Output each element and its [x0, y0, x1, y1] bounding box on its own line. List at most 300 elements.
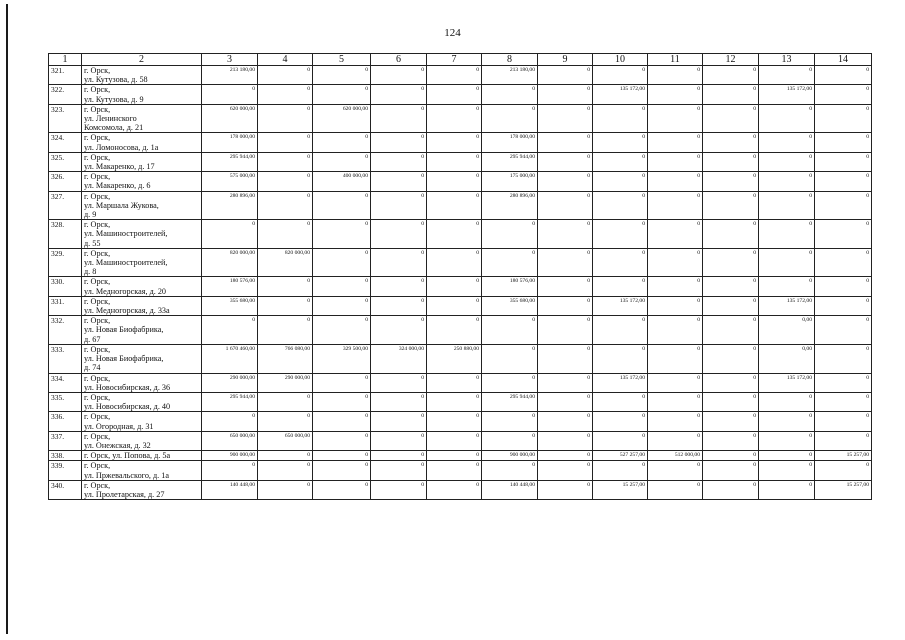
value-cell-col-8: 180 576,00 [482, 277, 538, 296]
table-row [49, 191, 872, 220]
row-number: 328. [49, 220, 82, 249]
value-cell-col-8: 175 000,00 [482, 172, 538, 191]
value-cell-col-4: 650 000,00 [258, 431, 313, 450]
value-cell-col-10: 0 [593, 248, 648, 277]
address-line: г. Орск, [84, 66, 111, 75]
value-cell-col-8: 0 [482, 373, 538, 392]
value-cell-col-13: 0 [759, 461, 815, 480]
column-header-4: 4 [258, 54, 313, 66]
address-line: ул. Медногорская, д. 20 [84, 286, 167, 296]
value-cell-col-4: 0 [258, 152, 313, 171]
table-row [49, 480, 872, 499]
address-line: г. Орск, [84, 152, 111, 162]
value-cell-col-6: 0 [371, 296, 427, 315]
value-cell-col-4: 0 [258, 412, 313, 431]
value-cell-col-12: 0 [703, 172, 759, 191]
header-row [49, 54, 872, 66]
address-line: ул. Онежская, д. 32 [84, 440, 151, 450]
value-cell-col-3: 180 576,00 [202, 277, 258, 296]
value-cell-col-8: 900 000,00 [482, 451, 538, 461]
value-cell-col-8: 0 [482, 248, 538, 277]
value-cell-col-13: 0 [759, 133, 815, 152]
value-cell-col-3: 0 [202, 220, 258, 249]
address-line: д. 55 [84, 238, 101, 248]
value-cell-col-13: 0 [759, 412, 815, 431]
data-table [48, 53, 872, 500]
value-cell-col-5: 0 [313, 66, 371, 85]
value-cell-col-12: 0 [703, 316, 759, 345]
value-cell-col-12: 0 [703, 373, 759, 392]
value-cell-col-13: 0 [759, 480, 815, 499]
address-line: г. Орск, [84, 220, 111, 230]
value-cell-col-3: 290 000,00 [202, 373, 258, 392]
value-cell-col-5: 0 [313, 316, 371, 345]
value-cell-col-9: 0 [538, 133, 593, 152]
value-cell-col-14: 0 [815, 431, 872, 450]
value-cell-col-6: 0 [371, 392, 427, 411]
value-cell-col-12: 0 [703, 191, 759, 220]
value-cell-col-3: 178 000,00 [202, 133, 258, 152]
value-cell-col-4: 0 [258, 104, 313, 133]
value-cell-col-10: 0 [593, 316, 648, 345]
value-cell-col-14: 0 [815, 412, 872, 431]
value-cell-col-6: 0 [371, 412, 427, 431]
address-cell [82, 66, 202, 85]
value-cell-col-4: 0 [258, 66, 313, 85]
address-line: г. Орск, [84, 85, 111, 95]
address-cell [82, 451, 202, 461]
value-cell-col-14: 15 257,00 [815, 480, 872, 499]
value-cell-col-8: 0 [482, 316, 538, 345]
row-number: 323. [49, 104, 82, 133]
value-cell-col-9: 0 [538, 480, 593, 499]
value-cell-col-6: 0 [371, 220, 427, 249]
value-cell-col-6: 0 [371, 461, 427, 480]
value-cell-col-4: 0 [258, 191, 313, 220]
value-cell-col-10: 0 [593, 277, 648, 296]
value-cell-col-9: 0 [538, 316, 593, 345]
value-cell-col-7: 0 [427, 152, 482, 171]
row-number: 338. [49, 451, 82, 461]
address-line: г. Орск, [84, 172, 111, 182]
value-cell-col-5: 0 [313, 277, 371, 296]
value-cell-col-3: 900 000,00 [202, 451, 258, 461]
address-line: ул. Машиностроителей, [84, 229, 168, 239]
address-cell [82, 191, 202, 220]
value-cell-col-11: 0 [648, 344, 703, 373]
table-row [49, 220, 872, 249]
table-row [49, 461, 872, 480]
value-cell-col-11: 0 [648, 152, 703, 171]
table-row [49, 296, 872, 315]
value-cell-col-4: 766 080,00 [258, 344, 313, 373]
table-row [49, 248, 872, 277]
address-line: г. Орск, [84, 248, 111, 258]
page-number: 124 [444, 27, 461, 39]
value-cell-col-6: 0 [371, 451, 427, 461]
value-cell-col-4: 0 [258, 316, 313, 345]
column-header-11: 11 [648, 54, 703, 66]
value-cell-col-12: 0 [703, 451, 759, 461]
value-cell-col-6: 0 [371, 172, 427, 191]
column-header-13: 13 [759, 54, 815, 66]
value-cell-col-13: 0 [759, 431, 815, 450]
row-number: 330. [49, 277, 82, 296]
value-cell-col-6: 0 [371, 152, 427, 171]
address-cell [82, 133, 202, 152]
address-cell [82, 277, 202, 296]
value-cell-col-11: 0 [648, 412, 703, 431]
address-line: г. Орск, [84, 104, 111, 114]
value-cell-col-10: 0 [593, 66, 648, 85]
value-cell-col-13: 135 172,00 [759, 85, 815, 104]
value-cell-col-4: 0 [258, 461, 313, 480]
value-cell-col-13: 0,00 [759, 344, 815, 373]
value-cell-col-8: 0 [482, 85, 538, 104]
value-cell-col-10: 135 172,00 [593, 85, 648, 104]
value-cell-col-12: 0 [703, 220, 759, 249]
address-cell [82, 373, 202, 392]
value-cell-col-4: 290 000,00 [258, 373, 313, 392]
value-cell-col-7: 250 880,00 [427, 344, 482, 373]
row-number: 332. [49, 316, 82, 345]
value-cell-col-9: 0 [538, 104, 593, 133]
value-cell-col-11: 0 [648, 66, 703, 85]
value-cell-col-3: 1 670 460,00 [202, 344, 258, 373]
value-cell-col-14: 0 [815, 392, 872, 411]
value-cell-col-5: 0 [313, 480, 371, 499]
table-row [49, 373, 872, 392]
value-cell-col-7: 0 [427, 451, 482, 461]
value-cell-col-10: 15 257,00 [593, 480, 648, 499]
value-cell-col-5: 0 [313, 451, 371, 461]
value-cell-col-12: 0 [703, 133, 759, 152]
value-cell-col-8: 295 944,00 [482, 152, 538, 171]
address-line: ул. Кутузова, д. 58 [84, 75, 148, 85]
value-cell-col-11: 0 [648, 220, 703, 249]
value-cell-col-14: 0 [815, 133, 872, 152]
value-cell-col-5: 0 [313, 392, 371, 411]
column-header-8: 8 [482, 54, 538, 66]
value-cell-col-12: 0 [703, 104, 759, 133]
value-cell-col-5: 0 [313, 85, 371, 104]
value-cell-col-11: 0 [648, 172, 703, 191]
column-header-7: 7 [427, 54, 482, 66]
address-line: ул. Новосибирская, д. 40 [84, 402, 171, 412]
address-line: ул. Макаренко, д. 6 [84, 181, 151, 191]
value-cell-col-9: 0 [538, 461, 593, 480]
value-cell-col-11: 0 [648, 85, 703, 104]
value-cell-col-4: 820 000,00 [258, 248, 313, 277]
value-cell-col-14: 0 [815, 191, 872, 220]
value-cell-col-8: 0 [482, 431, 538, 450]
address-cell [82, 392, 202, 411]
value-cell-col-8: 0 [482, 104, 538, 133]
table-row [49, 392, 872, 411]
table-row [49, 104, 872, 133]
value-cell-col-12: 0 [703, 277, 759, 296]
value-cell-col-11: 0 [648, 316, 703, 345]
value-cell-col-12: 0 [703, 248, 759, 277]
value-cell-col-13: 0 [759, 172, 815, 191]
value-cell-col-7: 0 [427, 392, 482, 411]
value-cell-col-12: 0 [703, 344, 759, 373]
address-line: г. Орск, ул. Попова, д. 5а [84, 451, 171, 461]
address-line: д. 67 [84, 334, 101, 344]
value-cell-col-7: 0 [427, 191, 482, 220]
value-cell-col-9: 0 [538, 392, 593, 411]
value-cell-col-12: 0 [703, 85, 759, 104]
value-cell-col-6: 0 [371, 191, 427, 220]
value-cell-col-14: 0 [815, 66, 872, 85]
value-cell-col-13: 0 [759, 248, 815, 277]
value-cell-col-9: 0 [538, 66, 593, 85]
value-cell-col-14: 15 257,00 [815, 451, 872, 461]
address-line: д. 9 [84, 210, 97, 220]
address-cell [82, 412, 202, 431]
page-left-edge-line [6, 4, 8, 634]
address-cell [82, 104, 202, 133]
value-cell-col-12: 0 [703, 431, 759, 450]
value-cell-col-8: 0 [482, 344, 538, 373]
value-cell-col-10: 135 172,00 [593, 373, 648, 392]
address-line: д. 8 [84, 267, 97, 277]
row-number: 333. [49, 344, 82, 373]
address-cell [82, 152, 202, 171]
row-number: 334. [49, 373, 82, 392]
address-cell [82, 248, 202, 277]
address-line: ул. Огородная, д. 31 [84, 421, 154, 431]
value-cell-col-9: 0 [538, 220, 593, 249]
value-cell-col-8: 280 896,00 [482, 191, 538, 220]
value-cell-col-10: 0 [593, 431, 648, 450]
table-row [49, 431, 872, 450]
address-line: г. Орск, [84, 133, 111, 143]
address-line: г. Орск, [84, 412, 111, 422]
value-cell-col-9: 0 [538, 373, 593, 392]
value-cell-col-6: 0 [371, 480, 427, 499]
value-cell-col-12: 0 [703, 296, 759, 315]
value-cell-col-7: 0 [427, 220, 482, 249]
value-cell-col-10: 0 [593, 344, 648, 373]
value-cell-col-14: 0 [815, 85, 872, 104]
value-cell-col-6: 324 000,00 [371, 344, 427, 373]
value-cell-col-10: 0 [593, 392, 648, 411]
value-cell-col-12: 0 [703, 480, 759, 499]
value-cell-col-13: 135 172,00 [759, 373, 815, 392]
value-cell-col-12: 0 [703, 461, 759, 480]
value-cell-col-9: 0 [538, 296, 593, 315]
row-number: 331. [49, 296, 82, 315]
row-number: 326. [49, 172, 82, 191]
value-cell-col-8: 355 680,00 [482, 296, 538, 315]
value-cell-col-13: 0 [759, 66, 815, 85]
value-cell-col-5: 0 [313, 412, 371, 431]
value-cell-col-14: 0 [815, 172, 872, 191]
address-line: г. Орск, [84, 373, 111, 383]
value-cell-col-4: 0 [258, 392, 313, 411]
value-cell-col-8: 0 [482, 220, 538, 249]
address-line: ул. Машиностроителей, [84, 258, 168, 268]
address-line: ул. Пролетарская, д. 27 [84, 489, 165, 499]
column-header-5: 5 [313, 54, 371, 66]
value-cell-col-12: 0 [703, 152, 759, 171]
value-cell-col-8: 0 [482, 461, 538, 480]
column-header-10: 10 [593, 54, 648, 66]
value-cell-col-14: 0 [815, 104, 872, 133]
value-cell-col-3: 140 448,00 [202, 480, 258, 499]
value-cell-col-13: 0 [759, 277, 815, 296]
table-row [49, 277, 872, 296]
value-cell-col-9: 0 [538, 412, 593, 431]
value-cell-col-10: 0 [593, 461, 648, 480]
value-cell-col-3: 355 680,00 [202, 296, 258, 315]
value-cell-col-11: 0 [648, 480, 703, 499]
address-line: ул. Пржевальского, д. 1а [84, 470, 170, 480]
value-cell-col-3: 213 180,00 [202, 66, 258, 85]
value-cell-col-6: 0 [371, 104, 427, 133]
address-line: ул. Новая Биофабрика, [84, 354, 164, 364]
value-cell-col-14: 0 [815, 152, 872, 171]
value-cell-col-11: 0 [648, 104, 703, 133]
value-cell-col-11: 0 [648, 277, 703, 296]
row-number: 335. [49, 392, 82, 411]
value-cell-col-3: 650 000,00 [202, 431, 258, 450]
table-row [49, 85, 872, 104]
value-cell-col-7: 0 [427, 172, 482, 191]
address-line: г. Орск, [84, 461, 111, 471]
value-cell-col-7: 0 [427, 480, 482, 499]
value-cell-col-10: 0 [593, 104, 648, 133]
value-cell-col-5: 0 [313, 373, 371, 392]
value-cell-col-12: 0 [703, 392, 759, 411]
address-line: ул. Маршала Жукова, [84, 200, 159, 210]
address-line: ул. Кутузова, д. 9 [84, 94, 144, 104]
column-header-3: 3 [202, 54, 258, 66]
address-line: ул. Медногорская, д. 33а [84, 306, 170, 316]
address-line: ул. Ленинского [84, 114, 137, 124]
value-cell-col-7: 0 [427, 461, 482, 480]
value-cell-col-3: 0 [202, 85, 258, 104]
value-cell-col-13: 0,00 [759, 316, 815, 345]
row-number: 340. [49, 480, 82, 499]
address-line: ул. Новая Биофабрика, [84, 325, 164, 335]
table-row [49, 172, 872, 191]
value-cell-col-5: 0 [313, 191, 371, 220]
value-cell-col-8: 213 180,00 [482, 66, 538, 85]
value-cell-col-11: 0 [648, 461, 703, 480]
value-cell-col-7: 0 [427, 373, 482, 392]
table-row [49, 316, 872, 345]
value-cell-col-3: 280 896,00 [202, 191, 258, 220]
value-cell-col-5: 329 500,00 [313, 344, 371, 373]
value-cell-col-7: 0 [427, 296, 482, 315]
table-row [49, 344, 872, 373]
value-cell-col-7: 0 [427, 85, 482, 104]
column-header-2: 2 [82, 54, 202, 66]
value-cell-col-3: 295 944,00 [202, 392, 258, 411]
address-line: г. Орск, [84, 344, 111, 354]
value-cell-col-8: 140 448,00 [482, 480, 538, 499]
value-cell-col-14: 0 [815, 373, 872, 392]
value-cell-col-6: 0 [371, 277, 427, 296]
value-cell-col-10: 527 257,00 [593, 451, 648, 461]
address-cell [82, 220, 202, 249]
value-cell-col-11: 0 [648, 392, 703, 411]
value-cell-col-3: 620 000,00 [202, 104, 258, 133]
value-cell-col-9: 0 [538, 344, 593, 373]
value-cell-col-9: 0 [538, 85, 593, 104]
value-cell-col-6: 0 [371, 316, 427, 345]
value-cell-col-4: 0 [258, 277, 313, 296]
value-cell-col-6: 0 [371, 85, 427, 104]
value-cell-col-4: 0 [258, 85, 313, 104]
value-cell-col-11: 0 [648, 133, 703, 152]
address-cell [82, 85, 202, 104]
value-cell-col-5: 0 [313, 220, 371, 249]
table-row [49, 66, 872, 85]
column-header-9: 9 [538, 54, 593, 66]
value-cell-col-11: 0 [648, 191, 703, 220]
value-cell-col-11: 0 [648, 248, 703, 277]
column-header-6: 6 [371, 54, 427, 66]
value-cell-col-6: 0 [371, 373, 427, 392]
value-cell-col-14: 0 [815, 461, 872, 480]
value-cell-col-5: 0 [313, 152, 371, 171]
value-cell-col-3: 575 000,00 [202, 172, 258, 191]
value-cell-col-7: 0 [427, 104, 482, 133]
value-cell-col-5: 0 [313, 431, 371, 450]
value-cell-col-13: 0 [759, 191, 815, 220]
value-cell-col-4: 0 [258, 133, 313, 152]
value-cell-col-13: 0 [759, 152, 815, 171]
value-cell-col-12: 0 [703, 412, 759, 431]
address-cell [82, 344, 202, 373]
value-cell-col-3: 0 [202, 461, 258, 480]
value-cell-col-8: 295 944,00 [482, 392, 538, 411]
value-cell-col-6: 0 [371, 248, 427, 277]
value-cell-col-9: 0 [538, 277, 593, 296]
value-cell-col-13: 0 [759, 451, 815, 461]
address-cell [82, 316, 202, 345]
table-row [49, 133, 872, 152]
value-cell-col-14: 0 [815, 248, 872, 277]
address-line: г. Орск, [84, 296, 111, 306]
address-line: г. Орск, [84, 392, 111, 402]
address-line: г. Орск, [84, 316, 111, 326]
value-cell-col-6: 0 [371, 431, 427, 450]
row-number: 327. [49, 191, 82, 220]
value-cell-col-14: 0 [815, 316, 872, 345]
row-number: 329. [49, 248, 82, 277]
address-line: ул. Ломоносова, д. 1а [84, 142, 159, 152]
table-row [49, 451, 872, 461]
column-header-12: 12 [703, 54, 759, 66]
row-number: 321. [49, 66, 82, 85]
value-cell-col-5: 0 [313, 461, 371, 480]
table-row [49, 412, 872, 431]
value-cell-col-3: 295 944,00 [202, 152, 258, 171]
row-number: 336. [49, 412, 82, 431]
address-line: ул. Новосибирская, д. 36 [84, 382, 171, 392]
value-cell-col-6: 0 [371, 133, 427, 152]
value-cell-col-7: 0 [427, 316, 482, 345]
value-cell-col-7: 0 [427, 133, 482, 152]
value-cell-col-5: 0 [313, 296, 371, 315]
value-cell-col-14: 0 [815, 220, 872, 249]
value-cell-col-13: 0 [759, 220, 815, 249]
address-line: Комсомола, д. 21 [84, 123, 144, 133]
